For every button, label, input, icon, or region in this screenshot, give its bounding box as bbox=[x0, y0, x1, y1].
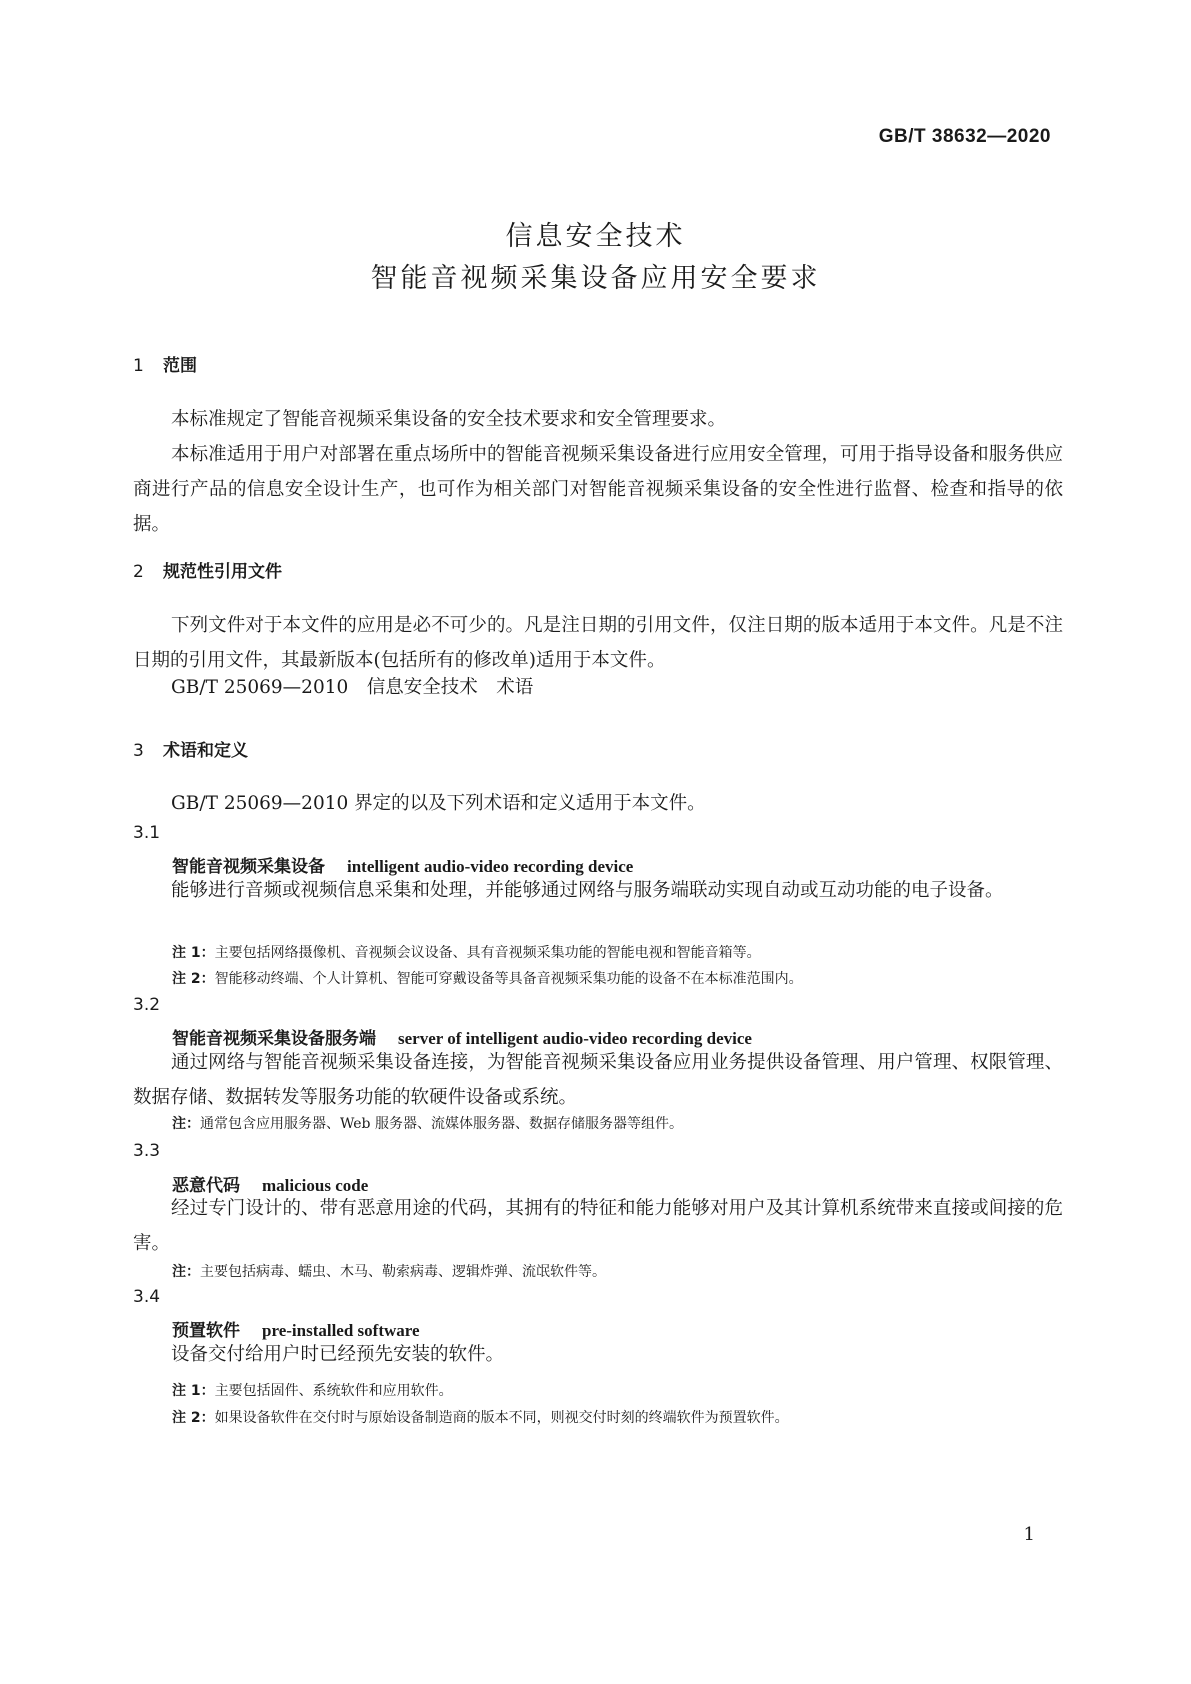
term-number: 3.1 bbox=[133, 823, 161, 843]
section-title: 范围 bbox=[163, 356, 197, 376]
title-line-2: 智能音视频采集设备应用安全要求 bbox=[370, 263, 821, 294]
note-label: 注 1： bbox=[172, 1383, 215, 1399]
section-number: 3 bbox=[133, 741, 144, 761]
term-definition: 通过网络与智能音视频采集设备连接，为智能音视频采集设备应用业务提供设备管理、用户管理、权限管理、数据存储、数据转发等服务功能的软硬件设备或系统。 bbox=[133, 1052, 1063, 1108]
section-1-heading bbox=[133, 351, 197, 376]
term-en: pre-installed software bbox=[262, 1321, 420, 1340]
term-zh: 预置软件 bbox=[172, 1321, 240, 1341]
section-1-paragraph-1: 本标准规定了智能音视频采集设备的安全技术要求和安全管理要求。 bbox=[171, 409, 727, 430]
term-number: 3.3 bbox=[133, 1141, 161, 1161]
term-note bbox=[172, 1407, 789, 1427]
term-number: 3.4 bbox=[133, 1287, 161, 1307]
standard-code: GB/T 38632—2020 bbox=[878, 126, 1051, 147]
section-2-paragraph: 下列文件对于本文件的应用是必不可少的。凡是注日期的引用文件，仅注日期的版本适用于本文件。凡是不注日期的引用文件，其最新版本(包括所有的修改单)适用于本文件。 bbox=[133, 615, 1063, 671]
note-label: 注 1： bbox=[172, 945, 215, 961]
term-note bbox=[172, 1380, 453, 1400]
note-text: 通常包含应用服务器、Web 服务器、流媒体服务器、数据存储服务器等组件。 bbox=[200, 1116, 683, 1132]
note-text: 主要包括病毒、蠕虫、木马、勒索病毒、逻辑炸弹、流氓软件等。 bbox=[200, 1264, 606, 1280]
note-text: 如果设备软件在交付时与原始设备制造商的版本不同，则视交付时刻的终端软件为预置软件。 bbox=[214, 1410, 789, 1426]
note-label: 注 2： bbox=[172, 1410, 215, 1426]
note-label: 注 2： bbox=[172, 971, 215, 987]
normative-reference: GB/T 25069—2010 信息安全技术 术语 bbox=[171, 677, 534, 698]
term-zh: 智能音视频采集设备服务端 bbox=[172, 1029, 376, 1049]
term-note bbox=[172, 1113, 683, 1133]
term-en: malicious code bbox=[262, 1176, 369, 1195]
term-en: intelligent audio-video recording device bbox=[347, 857, 634, 876]
section-title: 术语和定义 bbox=[163, 741, 248, 761]
section-1-paragraph-2: 本标准适用于用户对部署在重点场所中的智能音视频采集设备进行应用安全管理，可用于指导设备和服务供应商进行产品的信息安全设计生产，也可作为相关部门对智能音视频采集设备的安全性进行监督、检查和指导的依据。 bbox=[133, 444, 1063, 535]
term-definition: 设备交付给用户时已经预先安装的软件。 bbox=[171, 1344, 505, 1365]
term-definition: 经过专门设计的、带有恶意用途的代码，其拥有的特征和能力能够对用户及其计算机系统带来直接或间接的危害。 bbox=[133, 1198, 1063, 1254]
term-number: 3.2 bbox=[133, 995, 161, 1015]
term-note bbox=[172, 1261, 606, 1281]
term-definition: 能够进行音频或视频信息采集和处理，并能够通过网络与服务端联动实现自动或互动功能的电子设备。 bbox=[171, 880, 1004, 901]
page-number: 1 bbox=[1023, 1524, 1035, 1545]
section-number: 2 bbox=[133, 562, 144, 582]
section-3-heading bbox=[133, 736, 248, 761]
note-label: 注： bbox=[172, 1264, 200, 1280]
section-title: 规范性引用文件 bbox=[163, 562, 282, 582]
section-3-intro: GB/T 25069—2010 界定的以及下列术语和定义适用于本文件。 bbox=[171, 793, 706, 814]
title-line-1: 信息安全技术 bbox=[505, 221, 686, 252]
term-note bbox=[172, 968, 803, 988]
term-en: server of intelligent audio-video recording device bbox=[398, 1029, 752, 1048]
note-text: 智能移动终端、个人计算机、智能可穿戴设备等具备音视频采集功能的设备不在本标准范围内。 bbox=[214, 971, 803, 987]
term-zh: 智能音视频采集设备 bbox=[172, 857, 325, 877]
note-label: 注： bbox=[172, 1116, 200, 1132]
term-note bbox=[172, 942, 761, 962]
section-number: 1 bbox=[133, 356, 144, 376]
section-2-heading bbox=[133, 557, 282, 582]
term-zh: 恶意代码 bbox=[172, 1176, 240, 1196]
note-text: 主要包括网络摄像机、音视频会议设备、具有音视频采集功能的智能电视和智能音箱等。 bbox=[214, 945, 761, 961]
note-text: 主要包括固件、系统软件和应用软件。 bbox=[214, 1383, 453, 1399]
